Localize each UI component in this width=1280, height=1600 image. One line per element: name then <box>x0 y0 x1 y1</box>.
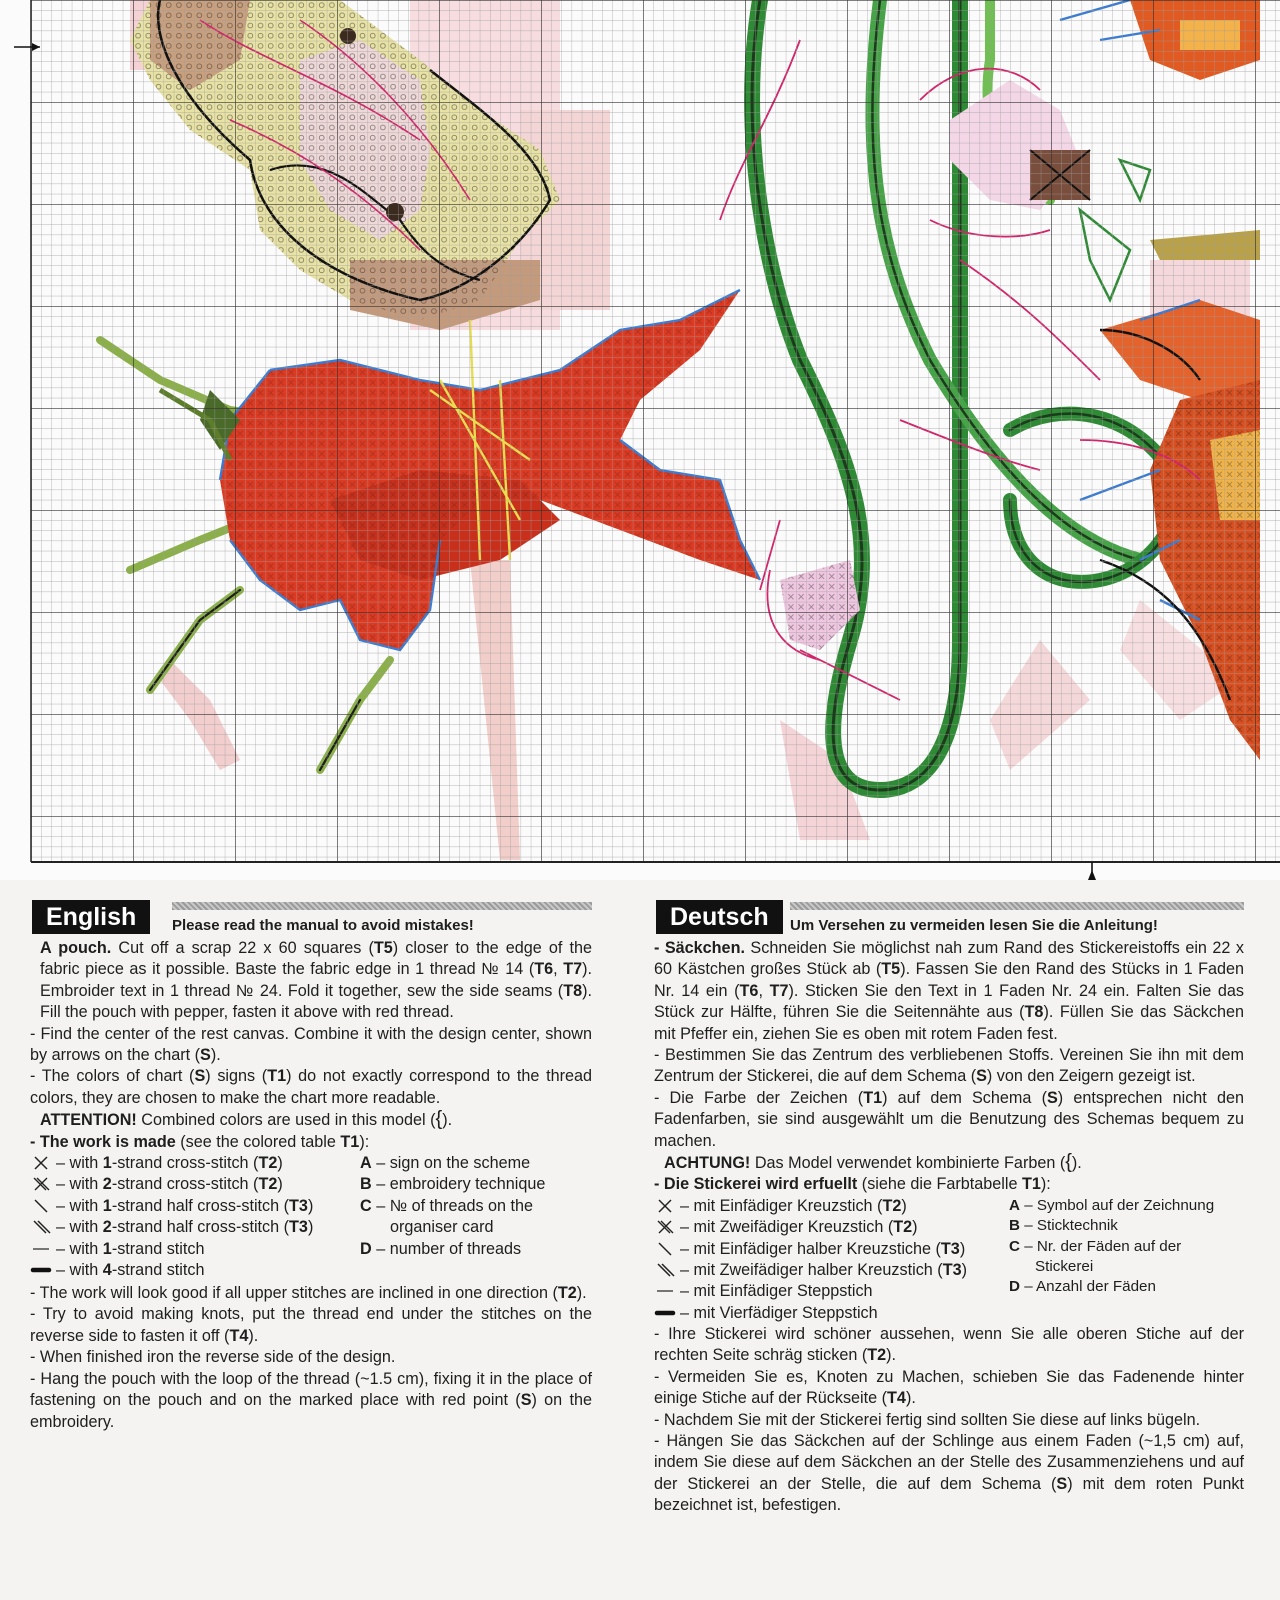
english-paragraph-colors: - The colors of chart (S) signs (T1) do not exactly correspond to the thread colors, they are chosen to make the chart more readable. <box>30 1067 592 1107</box>
double-half-cross-icon <box>654 1263 676 1277</box>
half-cross-icon <box>30 1199 52 1213</box>
english-legend <box>30 1153 592 1283</box>
english-paragraph-iron: - When finished iron the reverse side of the design. <box>30 1348 396 1367</box>
legend-row: – mit Einfädiger Steppstich <box>654 1281 873 1302</box>
german-paragraph-iron: - Nachdem Sie mit der Stickerei fertig sind sollten Sie diese auf links bügeln. <box>654 1410 1201 1429</box>
english-paragraph-knots: - Try to avoid making knots, put the thread end under the stitches on the reverse side to fasten it off (T4). <box>30 1305 592 1345</box>
cross-icon <box>654 1199 676 1213</box>
language-badge-german: Deutsch <box>656 900 783 934</box>
german-paragraph-knots: - Vermeiden Sie es, Knoten zu Machen, schieben Sie das Fadenende hinter einige Stiche auf der Rückseite (T4). <box>654 1367 1244 1408</box>
legend-key: A – Symbol auf der Zeichnung <box>1009 1196 1215 1214</box>
english-paragraph-hang: - Hang the pouch with the loop of the thread (~1.5 cm), fixing it in the place of fastening on the pouch and on the marked place with red point (S) on the embroidery. <box>30 1369 592 1431</box>
thick-line-icon <box>654 1306 676 1320</box>
double-half-cross-icon <box>30 1220 52 1234</box>
thin-line-icon <box>654 1284 676 1298</box>
legend-row: – with 1-strand half cross-stitch (T3) <box>30 1196 313 1217</box>
legend-row: – mit Einfädiger halber Kreuzstiche (T3) <box>654 1239 965 1260</box>
german-paragraph-colors: - Die Farbe der Zeichen (T1) auf dem Schema (S) entsprechen nicht den Fadenfarben, sie sind ausgewählt um die Benutzung des Schemas bequem zu machen. <box>654 1088 1244 1150</box>
language-badge-english: English <box>32 900 150 934</box>
legend-key: D – Anzahl der Fäden <box>1009 1278 1156 1296</box>
legend-key: A – sign on the scheme <box>360 1154 531 1173</box>
legend-row: – with 4-strand stitch <box>30 1260 204 1281</box>
legend-row: – mit Zweifädiger halber Kreuzstich (T3) <box>654 1260 967 1281</box>
header-rule <box>790 902 1244 910</box>
english-paragraph-center: - Find the center of the rest canvas. Combine it with the design center, shown by arrows on the chart (S). <box>30 1024 592 1065</box>
legend-row: – mit Vierfädiger Steppstich <box>654 1303 878 1324</box>
english-work-made: - The work is made (see the colored table T1): <box>30 1132 370 1151</box>
legend-row: – with 2-strand cross-stitch (T2) <box>30 1174 283 1195</box>
german-paragraph-hang: - Hängen Sie das Säckchen auf der Schlinge aus einem Faden (~1,5 cm) auf, indem Sie diese auf dem Säckchen an der Stelle des Zusammenziehens und auf der Stickerei an der Stelle, die auf dem Schema (S) mit dem roten Punkt bezeichnet ist, befestigen. <box>654 1431 1244 1515</box>
thick-line-icon <box>30 1263 52 1277</box>
legend-key: C – Nr. der Fäden auf der <box>1009 1237 1182 1255</box>
legend-row: – mit Einfädiger Kreuzstich (T2) <box>654 1196 907 1217</box>
english-header <box>30 898 592 938</box>
english-instructions <box>30 898 592 1433</box>
double-cross-icon <box>30 1177 52 1191</box>
center-arrow-bottom <box>1088 862 1096 880</box>
legend-row: – mit Zweifädiger Kreuzstich (T2) <box>654 1217 918 1238</box>
legend-key: Stickerei <box>1035 1258 1094 1276</box>
header-rule <box>172 902 592 910</box>
legend-key: organiser card <box>390 1218 494 1237</box>
german-work-made: - Die Stickerei wird erfuellt (siehe die Farbtabelle T1): <box>654 1175 1051 1194</box>
english-warning: Please read the manual to avoid mistakes! <box>172 917 474 934</box>
cross-icon <box>30 1156 52 1170</box>
german-paragraph-pouch: - Säckchen. Schneiden Sie möglichst nah zum Rand des Stickereistoffs ein 22 x 60 Kästchen großes Stück ab (T5). Fassen Sie den Rand des Stücks in 1 Faden Nr. 14 ein (T6, T7). Sticken Sie den Text in 1 Faden Nr. 24 ein. Falten Sie das Stück zur Hälfte, führen Sie die Seitennähte aus (T8). Füllen Sie das Säckchen mit Pfeffer ein, ziehen Sie es oben mit rotem Faden fest. <box>654 939 1245 1043</box>
legend-row: – with 1-strand stitch <box>30 1239 204 1260</box>
english-attention: ATTENTION! Combined colors are used in this model ({). <box>40 1108 453 1131</box>
half-cross-icon <box>654 1242 676 1256</box>
legend-row: – with 1-strand cross-stitch (T2) <box>30 1153 283 1174</box>
thin-line-icon <box>30 1242 52 1256</box>
german-instructions <box>654 898 1244 1517</box>
legend-key: B – Sticktechnik <box>1009 1217 1118 1235</box>
german-attention: ACHTUNG! Das Model verwendet kombinierte Farben ({). <box>664 1151 1082 1174</box>
legend-key: D – number of threads <box>360 1239 522 1258</box>
legend-key: B – embroidery technique <box>360 1175 546 1194</box>
english-paragraph-stitches: - The work will look good if all upper stitches are inclined in one direction (T2). <box>30 1284 587 1303</box>
english-paragraph-pouch: A pouch. Cut off a scrap 22 x 60 squares (T5) closer to the edge of the fabric piece as it possible. Baste the fabric edge in 1 thread № 14 (T6, T7). Embroider text in 1 thread № 24. Fold it together, sew the side seams (T8). Fill the pouch with pepper, fasten it above with red thread. <box>40 939 593 1022</box>
legend-row: – with 2-strand half cross-stitch (T3) <box>30 1217 313 1238</box>
double-cross-icon <box>654 1220 676 1234</box>
german-paragraph-center: - Bestimmen Sie das Zentrum des verbliebenen Stoffs. Vereinen Sie ihn mit dem Zentrum der Stickerei, die auf dem Schema (S) von den Zeigern gezeigt ist. <box>654 1046 1244 1086</box>
german-paragraph-stitches: - Ihre Stickerei wird schöner aussehen, wenn Sie alle oberen Stiche auf der rechten Seite schräg sticken (T2). <box>654 1324 1244 1365</box>
german-warning: Um Versehen zu vermeiden lesen Sie die Anleitung! <box>790 917 1158 934</box>
legend-key: C – № of threads on the <box>360 1196 534 1215</box>
german-legend <box>654 1196 1244 1324</box>
german-header <box>654 898 1244 938</box>
